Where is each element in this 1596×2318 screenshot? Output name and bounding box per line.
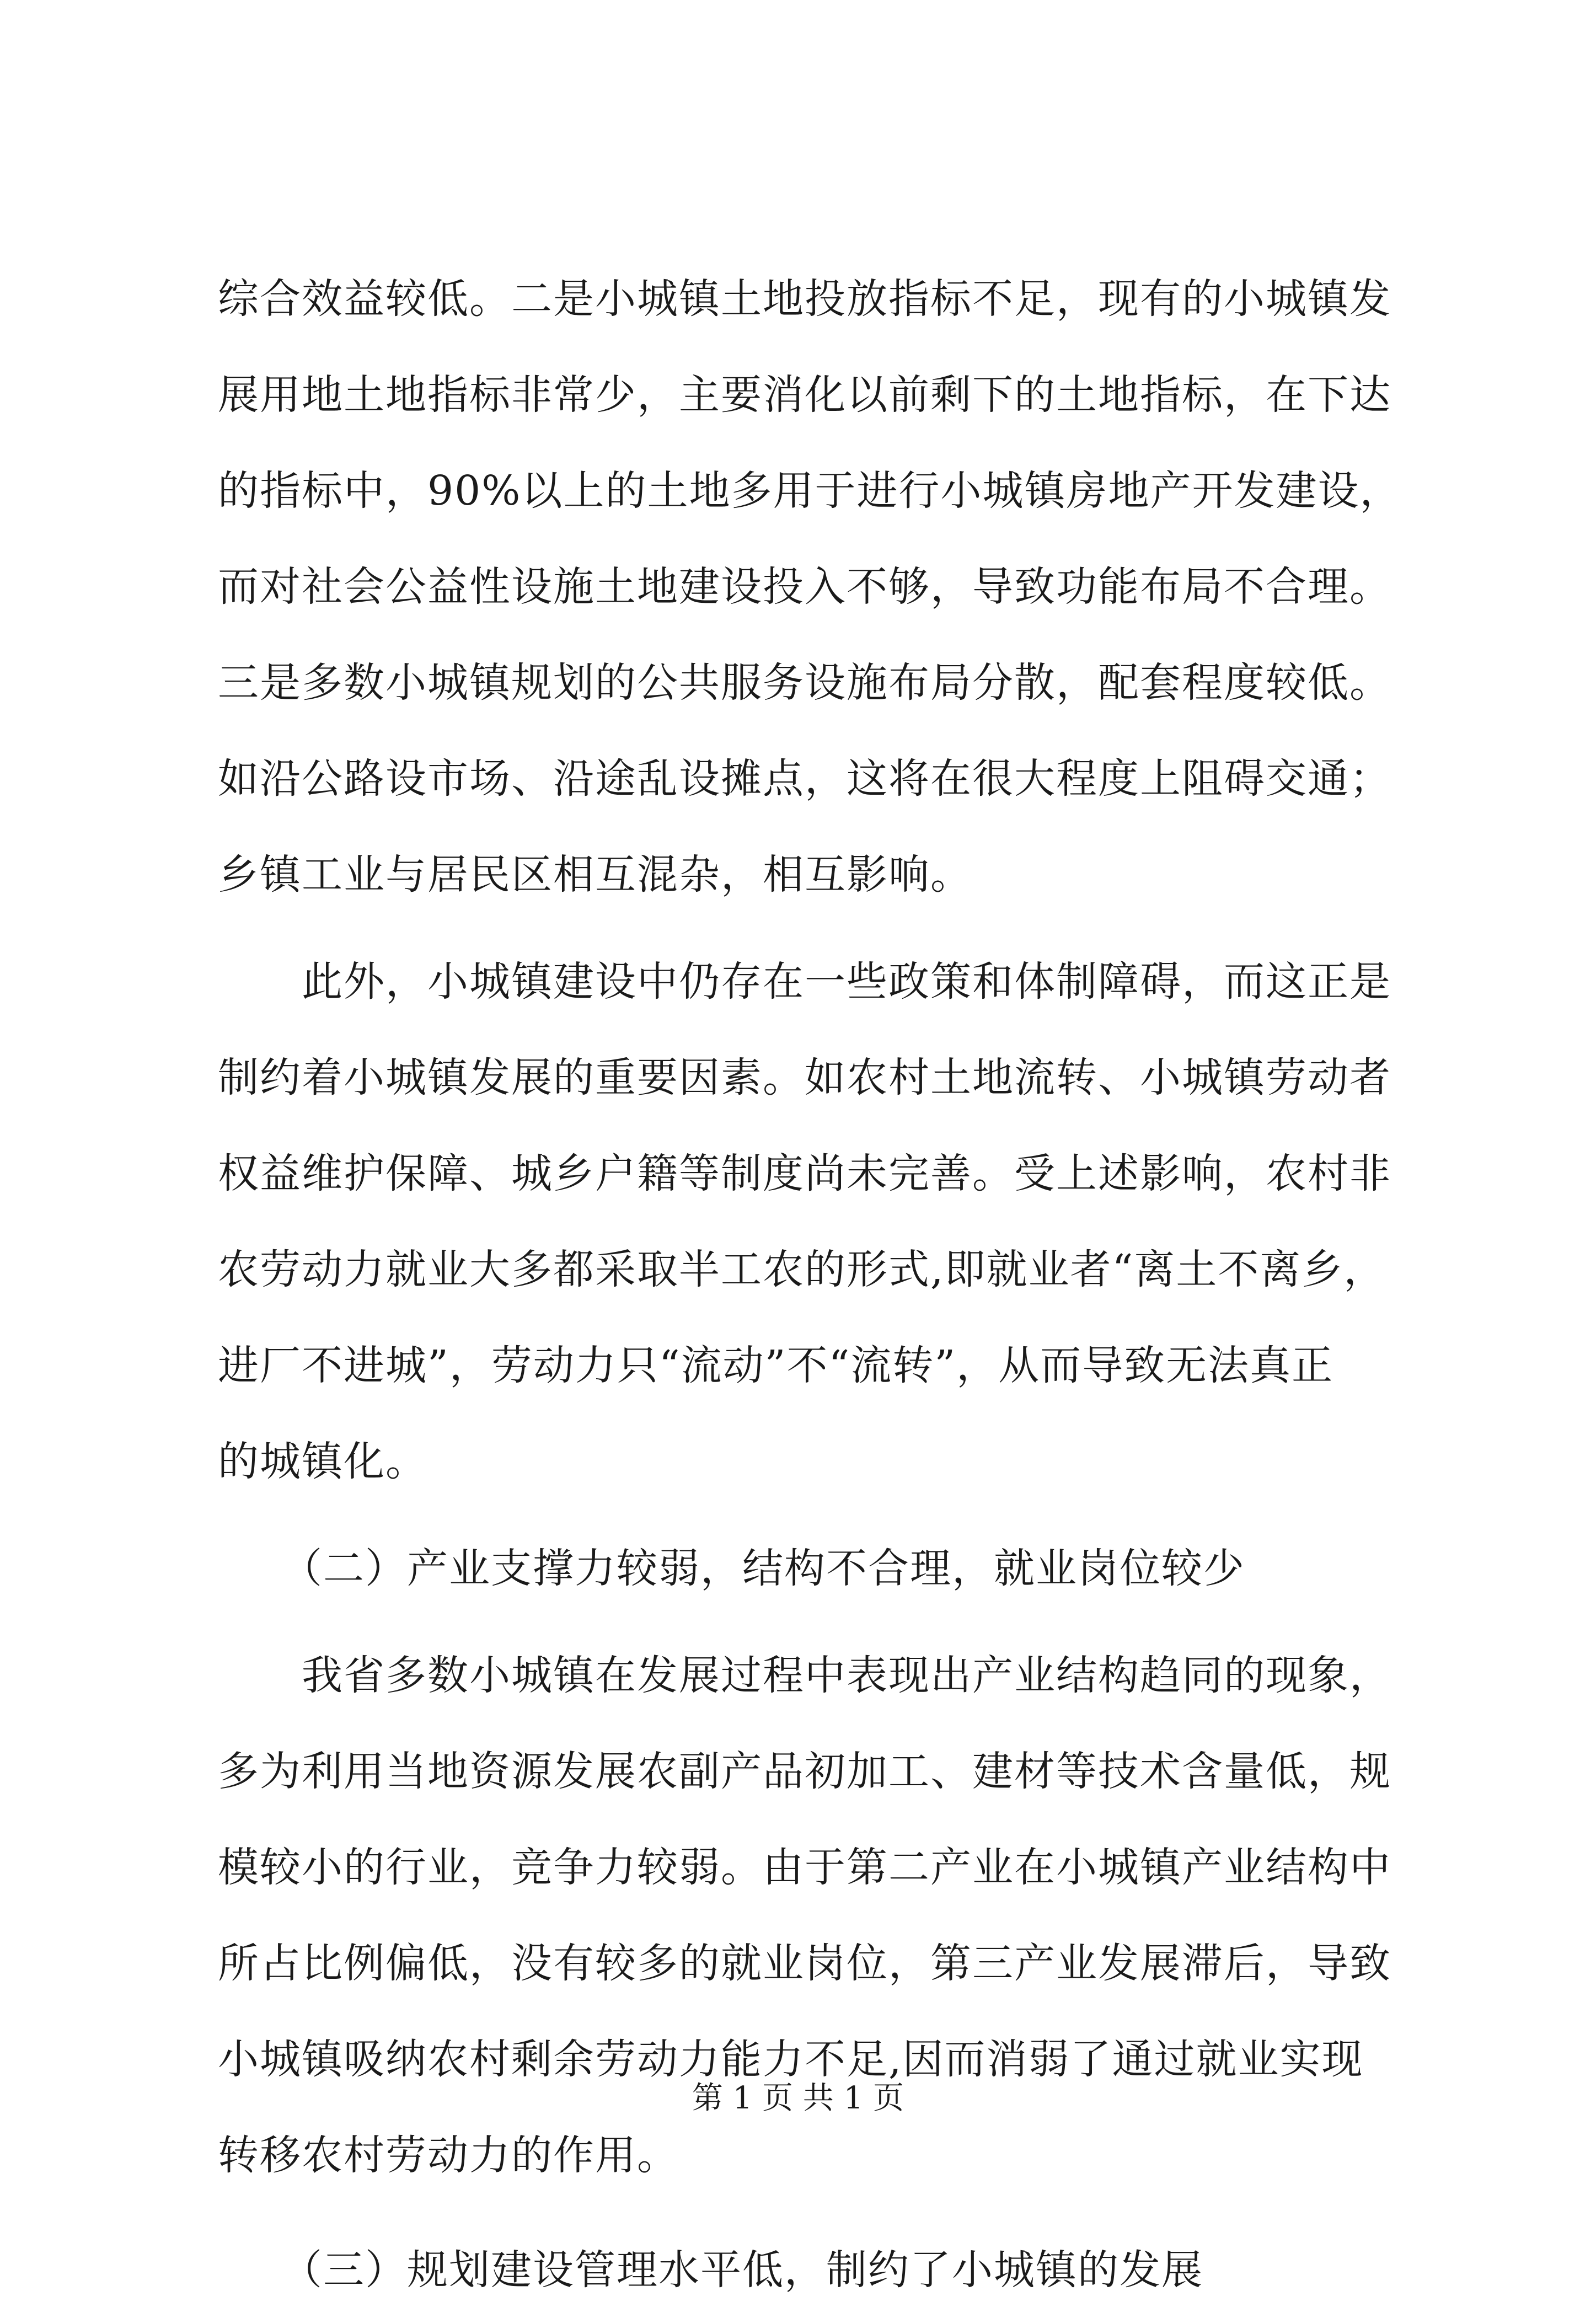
text-line: 的城镇化。: [218, 1438, 427, 1485]
text-line: 小城镇吸纳农村剩余劳动力能力不足,因而消弱了通过就业实现: [218, 2036, 1364, 2083]
text-line: 而对社会公益性设施土地建设投入不够，导致功能布局不合理。: [218, 563, 1391, 611]
text-line: 如沿公路设市场、沿途乱设摊点，这将在很大程度上阻碍交通；: [218, 755, 1391, 802]
text-line: 农劳动力就业大多都采取半工农的形式,即就业者“离土不离乡，: [218, 1246, 1386, 1293]
text-line: 所占比例偏低，没有较多的就业岗位，第三产业发展滞后，导致: [218, 1940, 1391, 1987]
text-line: 我省多数小城镇在发展过程中表现出产业结构趋同的现象，: [218, 1652, 1391, 1699]
text-line: 三是多数小城镇规划的公共服务设施布局分散，配套程度较低。: [218, 659, 1391, 706]
text-line: 多为利用当地资源发展农副产品初加工、建材等技术含量低，规: [218, 1748, 1391, 1795]
paragraph-1: [218, 251, 1402, 923]
text-line: 的指标中，90%以上的土地多用于进行小城镇房地产开发建设，: [218, 467, 1402, 515]
paragraph-2: [218, 934, 1398, 1509]
heading-line: （三）规划建设管理水平低，制约了小城镇的发展: [218, 2246, 1203, 2294]
document-body: [218, 251, 1402, 2318]
heading-line: （二）产业支撑力较弱，结构不合理，就业岗位较少: [218, 1545, 1245, 1592]
text-line: 展用地土地指标非常少，主要消化以前剩下的土地指标，在下达: [218, 371, 1391, 419]
text-line: 此外，小城镇建设中仍存在一些政策和体制障碍，而这正是: [218, 958, 1391, 1005]
text-line: 模较小的行业，竞争力较弱。由于第二产业在小城镇产业结构中: [218, 1844, 1391, 1891]
text-line: 权益维护保障、城乡户籍等制度尚未完善。受上述影响，农村非: [218, 1150, 1391, 1197]
text-line: 转移农村劳动力的作用。: [218, 2132, 679, 2179]
page-footer: 第 1 页 共 1 页: [692, 2080, 904, 2116]
text-line: 综合效益较低。二是小城镇土地投放指标不足，现有的小城镇发: [218, 275, 1391, 323]
text-line: 乡镇工业与居民区相互混杂，相互影响。: [218, 851, 972, 898]
section-heading-3: [218, 2222, 1398, 2318]
section-heading-2: [218, 1521, 1398, 1616]
text-line: 制约着小城镇发展的重要因素。如农村土地流转、小城镇劳动者: [218, 1054, 1391, 1101]
text-line: 进厂不进城”，劳动力只“流动”不“流转”，从而导致无法真正: [218, 1342, 1334, 1389]
